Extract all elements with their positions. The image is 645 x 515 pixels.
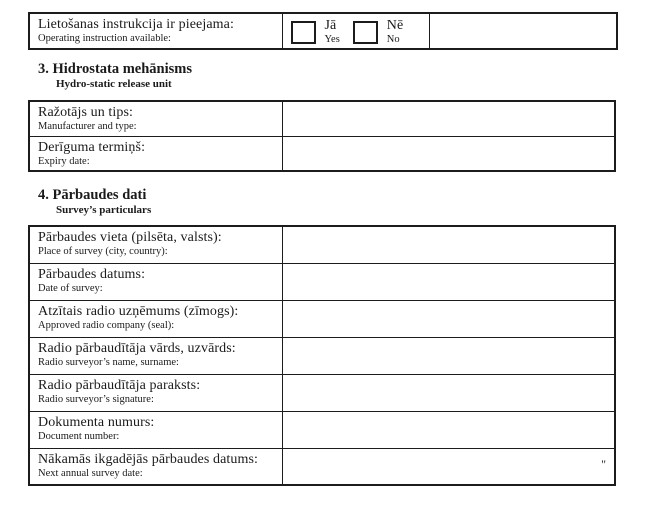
table-row (29, 300, 615, 337)
field-value (291, 341, 609, 347)
checkbox-no-labels (387, 18, 404, 46)
label-lv: Lietošanas instrukcija ir pieejama: (38, 17, 234, 32)
label-lv: Pārbaudes datums: (38, 266, 146, 282)
label-lv: Dokumenta numurs: (38, 414, 155, 430)
instruction-value-cell[interactable] (429, 13, 617, 49)
instruction-table (28, 12, 618, 50)
field-value-cell[interactable] (282, 448, 615, 485)
table-row (29, 13, 617, 49)
instruction-checkbox-cell (282, 13, 429, 49)
label-en: Operating instruction available: (38, 33, 171, 44)
label-en: Next annual survey date: (38, 467, 143, 479)
field-value (291, 304, 609, 310)
yes-label-en: Yes (324, 34, 340, 45)
label-en: Radio surveyor’s signature: (38, 393, 154, 405)
label-en: Place of survey (city, country): (38, 246, 168, 257)
field-value (291, 378, 609, 384)
no-label-lv: Nē (386, 18, 404, 33)
table-row (29, 226, 615, 263)
section-4-title: 4. Pārbaudes dati (38, 187, 147, 203)
field-label-cell (29, 136, 282, 171)
field-value-cell[interactable] (282, 263, 615, 300)
section-4-table (28, 225, 616, 486)
label-lv: Nākamās ikgadējās pārbaudes datums: (38, 451, 259, 467)
label-en: Expiry date: (38, 155, 90, 167)
label-en: Date of survey: (38, 282, 103, 294)
label-en: Document number: (38, 430, 120, 442)
field-label-cell (29, 101, 282, 136)
section-4-subtitle: Survey’s particulars (56, 204, 152, 216)
section-3-heading (38, 61, 192, 91)
table-row (29, 448, 615, 485)
field-value-cell[interactable] (282, 101, 615, 136)
label-lv: Radio pārbaudītāja vārds, uzvārds: (38, 340, 236, 356)
field-value-cell[interactable] (282, 136, 615, 171)
label-en: Manufacturer and type: (38, 121, 137, 132)
field-value (291, 230, 609, 236)
instruction-label-cell (29, 13, 282, 49)
section-3-table (28, 100, 616, 172)
label-lv: Atzītais radio uzņēmums (zīmogs): (38, 303, 239, 319)
field-value (291, 105, 609, 111)
field-value (291, 415, 609, 421)
field-value-cell[interactable] (282, 411, 615, 448)
table-row (29, 411, 615, 448)
field-label-cell (29, 448, 282, 485)
label-en: Approved radio company (seal): (38, 319, 175, 331)
label-lv: Ražotājs un tips: (38, 105, 134, 120)
field-label-cell (29, 263, 282, 300)
section-3-title: 3. Hidrostata mehānisms (38, 61, 193, 77)
field-label-cell (29, 411, 282, 448)
no-label-en: No (386, 34, 400, 45)
field-label-cell (29, 337, 282, 374)
label-en: Radio surveyor’s name, surname: (38, 356, 179, 368)
field-label-cell (29, 374, 282, 411)
field-value (291, 140, 609, 146)
field-value (438, 17, 611, 23)
field-value: " (601, 456, 606, 471)
label-lv: Pārbaudes vieta (pilsēta, valsts): (38, 230, 222, 245)
section-4-heading (38, 187, 151, 217)
table-row (29, 263, 615, 300)
checkbox-yes-labels (325, 18, 340, 46)
table-row (29, 337, 615, 374)
table-row (29, 374, 615, 411)
field-value-cell[interactable] (282, 300, 615, 337)
field-value-cell[interactable] (282, 226, 615, 263)
label-lv: Radio pārbaudītāja paraksts: (38, 377, 201, 393)
checkbox-no[interactable] (353, 21, 378, 44)
field-label-cell (29, 226, 282, 263)
table-row (29, 136, 615, 171)
yes-label-lv: Jā (324, 18, 337, 33)
field-value (291, 267, 609, 273)
field-label-cell (29, 300, 282, 337)
checkbox-yes[interactable] (291, 21, 316, 44)
section-3-subtitle: Hydro-static release unit (56, 78, 172, 90)
table-row (29, 101, 615, 136)
field-value-cell[interactable] (282, 374, 615, 411)
label-lv: Derīguma termiņš: (38, 139, 146, 155)
field-value-cell[interactable] (282, 337, 615, 374)
